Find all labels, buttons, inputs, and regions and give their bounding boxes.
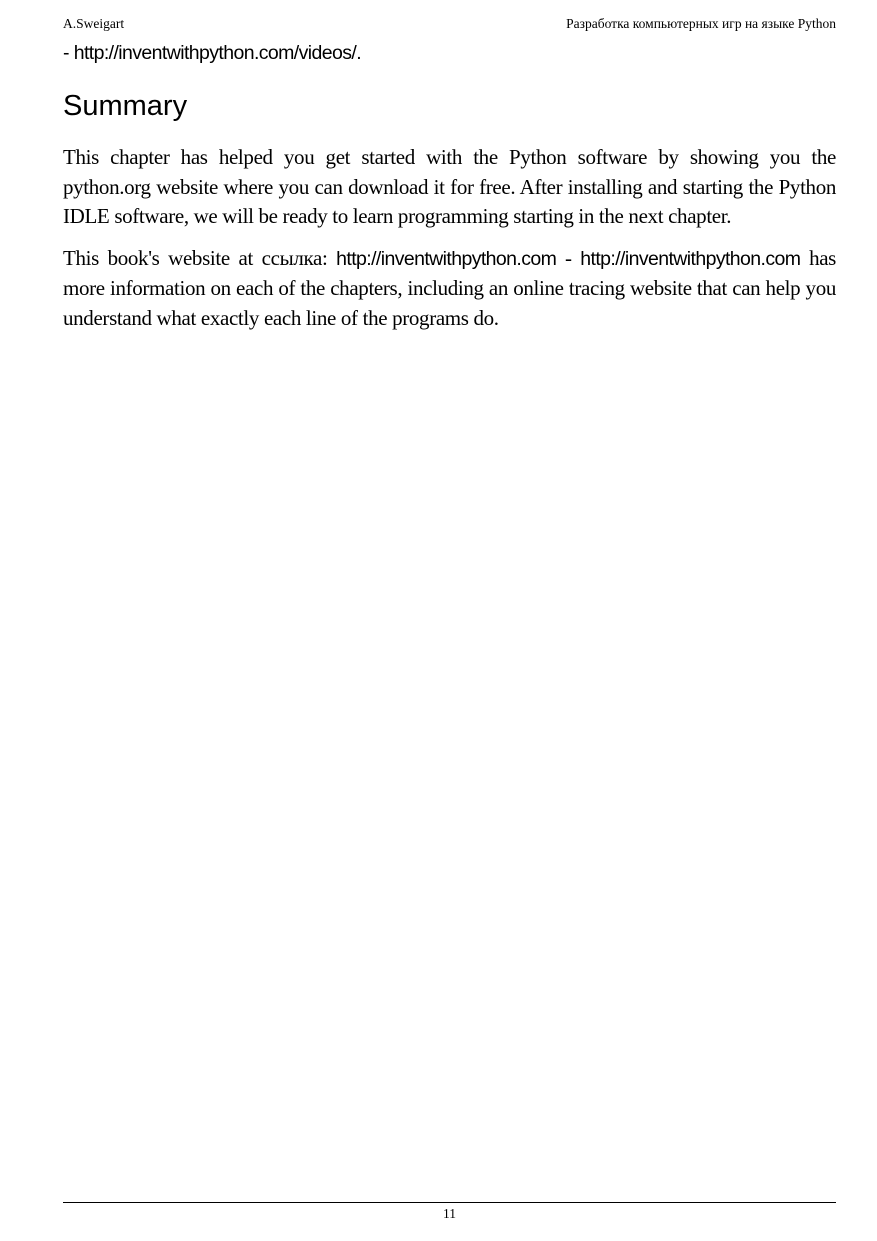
link-separator: -: [556, 245, 581, 270]
section-heading-summary: Summary: [63, 90, 188, 122]
footer-divider: [63, 1202, 836, 1203]
website-link-1[interactable]: http://inventwithpython.com: [336, 247, 557, 270]
header-author: A.Sweigart: [63, 16, 125, 31]
website-link-2[interactable]: http://inventwithpython.com: [580, 247, 801, 270]
link-label: ссылка:: [261, 245, 328, 270]
paragraph-2-lead: This book's website at: [63, 245, 262, 270]
page-body: [63, 40, 836, 333]
header-book-title: Разработка компьютерных игр на языке Python: [566, 16, 836, 31]
page-number: 11: [443, 1206, 456, 1221]
running-header: [63, 16, 836, 36]
videos-link-line[interactable]: - http://inventwithpython.com/videos/.: [63, 42, 362, 64]
summary-paragraph-2: [63, 244, 836, 334]
paragraph-2-tail: has more information on each of the chapters, including an online tracing website that can help you understand what exactly each line of the programs do.: [63, 245, 837, 330]
summary-paragraph-1: This chapter has helped you get started with the Python software by showing you the python.org website where you can download it for free. After installing and starting the Python IDLE software, we will be ready to learn programming starting in the next chapter.: [63, 145, 836, 228]
